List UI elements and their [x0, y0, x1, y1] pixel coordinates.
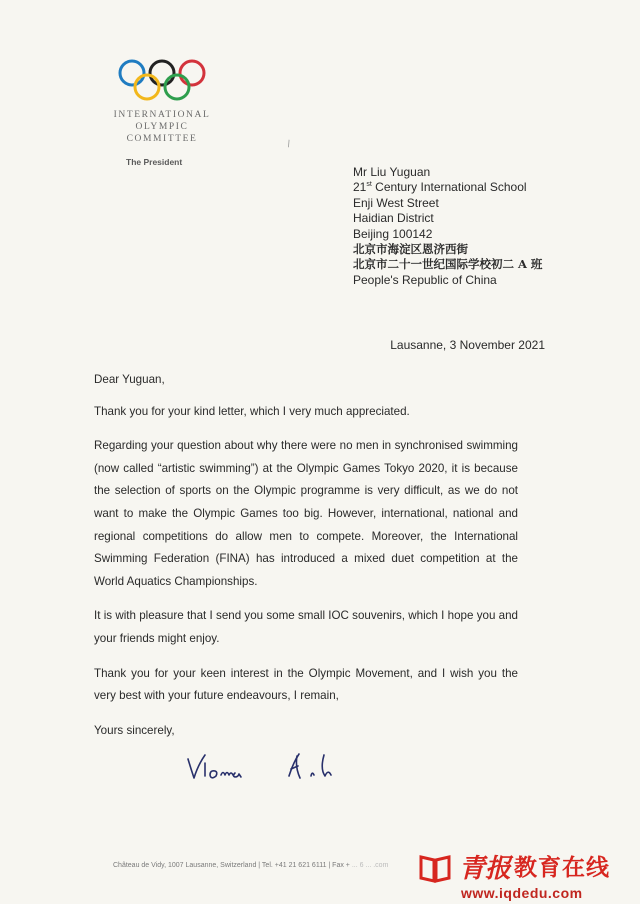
recipient-school: 21st Century International School — [353, 180, 527, 195]
sender-role: The President — [126, 157, 183, 167]
footer-obscured: ... 6 ... .com — [351, 862, 389, 869]
book-logo-icon — [418, 850, 452, 884]
recipient-address-zh-1: 北京市海淀区恩济西街 — [353, 242, 468, 257]
footer-contact: Château de Vidy, 1007 Lausanne, Switzerland | Tel. +41 21 621 6111 | Fax + — [113, 862, 350, 869]
letterhead-footer — [113, 862, 388, 869]
paragraph-4: Thank you for your keen interest in the Olympic Movement, and I wish you the very best with your future endeavours, I remain, — [94, 666, 518, 703]
closing: Yours sincerely, — [94, 723, 175, 737]
org-line-3: COMMITTEE — [126, 134, 198, 144]
olympic-rings-logo — [117, 58, 207, 102]
paragraph-2: Regarding your question about why there were no men in synchronised swimming (now called “artistic swimming”) at the Olympic Games Tokyo 2020, it is because the selection of sports on the Olympic programme is very difficult, as we do not want to make the Olympic Games too big. However, international, national and regional competitions do allow men to compete. Moreover, the International Swimming Federation (FINA) has introduced a mixed duet competition at the World Aquatics Championships. — [94, 439, 518, 588]
recipient-street: Enji West Street — [353, 195, 439, 210]
recipient-address — [353, 165, 542, 288]
watermark-url: www.iqdedu.com — [461, 885, 583, 901]
letter-body — [94, 369, 518, 754]
organization-name — [103, 109, 221, 145]
letter-date: Lausanne, 3 November 2021 — [390, 338, 545, 352]
watermark-title: 教育在线 — [514, 855, 610, 881]
recipient-city: Beijing 100142 — [353, 226, 433, 241]
recipient-country: People's Republic of China — [353, 272, 497, 287]
paragraph-1: Thank you for your kind letter, which I very much appreciated. — [94, 404, 410, 418]
org-line-2: OLYMPIC — [135, 122, 189, 132]
site-watermark — [412, 848, 640, 904]
recipient-district: Haidian District — [353, 211, 434, 226]
handwritten-signature — [185, 751, 345, 785]
greeting: Dear Yuguan, — [94, 373, 165, 386]
watermark-script: 青报 — [459, 854, 512, 884]
org-line-1: INTERNATIONAL — [113, 110, 211, 120]
recipient-address-zh-2: 北京市二十一世纪国际学校初二 A 班 — [353, 257, 543, 272]
paragraph-3: It is with pleasure that I send you some small IOC souvenirs, which I hope you and your friends might enjoy. — [94, 609, 518, 645]
recipient-name: Mr Liu Yuguan — [353, 165, 431, 179]
pen-mark: \ — [285, 138, 292, 151]
